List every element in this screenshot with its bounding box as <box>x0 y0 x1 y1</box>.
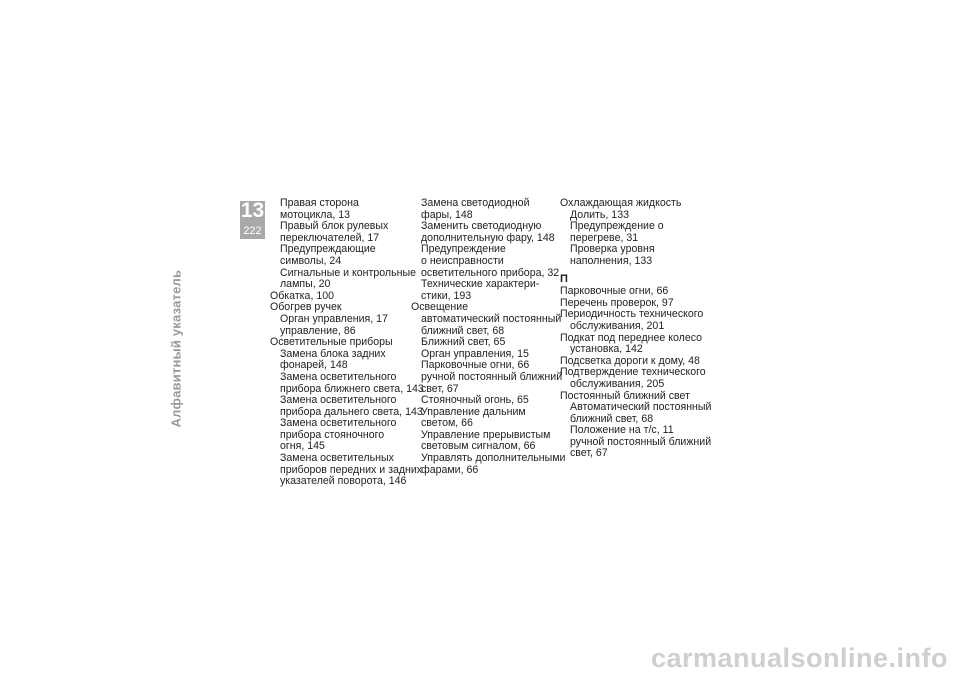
index-entry: фарами, 66 <box>421 463 479 476</box>
index-entry: Периодичность технического <box>560 308 704 321</box>
index-entry: ближний свет, 68 <box>570 412 654 425</box>
index-entry: Проверка уровня <box>570 243 655 256</box>
index-entry: символы, 24 <box>280 254 342 267</box>
index-entry: Подкат под переднее колесо <box>560 331 703 344</box>
index-entry: Долить, 133 <box>570 208 629 221</box>
index-letter-p: П <box>560 272 568 285</box>
index-entry: Автоматический постоянный <box>570 401 712 414</box>
index-entry: ручной постоянный ближний <box>421 370 563 383</box>
index-entry: автоматический постоянный <box>421 312 562 325</box>
index-entry: фары, 148 <box>421 208 473 221</box>
index-entry: прибора стояночного <box>280 428 385 441</box>
chapter-number: 13 <box>240 199 265 222</box>
index-entry: Сигнальные и контрольные <box>280 266 416 279</box>
page-number: 222 <box>243 225 262 237</box>
index-entry: указателей поворота, 146 <box>280 475 407 488</box>
index-entry: переключателей, 17 <box>280 231 380 244</box>
index-entry: Орган управления, 15 <box>421 347 529 360</box>
index-entry: о неисправности <box>421 254 504 267</box>
index-column-3 <box>560 198 710 460</box>
side-title: Алфавитный указатель <box>168 269 184 428</box>
index-entry: Замена светодиодной <box>421 197 530 209</box>
index-entry: Осветительные приборы <box>270 336 393 349</box>
index-entry: Подсветка дороги к дому, 48 <box>560 354 700 367</box>
index-entry: наполнения, 133 <box>570 254 653 267</box>
index-group-p <box>560 286 710 460</box>
index-entry: Заменить светодиодную <box>421 220 542 233</box>
index-entry: Обогрев ручек <box>270 301 342 314</box>
index-entry: приборов передних и задних <box>280 463 423 476</box>
index-entry: Замена блока задних <box>280 347 386 360</box>
index-entry: Замена осветительных <box>280 452 394 465</box>
index-entry: Освещение <box>411 301 469 314</box>
index-entry: мотоцикла, 13 <box>280 208 351 221</box>
index-entry: Правая сторона <box>280 197 359 209</box>
index-entry: Замена осветительного <box>280 394 397 407</box>
index-entry: перегреве, 31 <box>570 231 639 244</box>
index-entry: Парковочные огни, 66 <box>560 285 669 298</box>
index-entry: прибора ближнего света, 143 <box>280 382 424 395</box>
index-entry: Управление дальним <box>421 405 526 418</box>
index-entry: фонарей, 148 <box>280 359 348 372</box>
watermark: carmanualsonline.info <box>650 643 948 673</box>
index-entry: Стояночный огонь, 65 <box>421 394 529 407</box>
index-entry: дополнительную фару, 148 <box>421 231 555 244</box>
index-column-1 <box>270 197 424 488</box>
index-entry: Обкатка, 100 <box>270 289 335 302</box>
index-entry: Положение на т/с, 11 <box>570 424 674 437</box>
index-group-o <box>560 198 710 268</box>
index-entry: ближний свет, 68 <box>421 324 505 337</box>
index-entry: осветительного прибора, 32 <box>421 266 560 279</box>
index-entry: Постоянный ближний свет <box>560 389 690 402</box>
index-entry: Управлять дополнительными <box>421 452 566 465</box>
index-column-2 <box>411 197 566 476</box>
index-entry: Технические характери- <box>421 278 540 291</box>
index-entry: свет, 67 <box>570 447 608 460</box>
index-entry: обслуживания, 205 <box>570 377 665 390</box>
index-entry: Охлаждающая жидкость <box>560 197 682 209</box>
index-entry: светом, 66 <box>421 417 473 430</box>
index-entry: Предупреждающие <box>280 243 376 256</box>
index-entry: Ближний свет, 65 <box>421 336 506 349</box>
index-entry: Замена осветительного <box>280 417 397 430</box>
index-entry: Управление прерывистым <box>421 428 551 441</box>
index-entry: обслуживания, 201 <box>570 319 665 332</box>
index-entry: управление, 86 <box>280 324 356 337</box>
index-entry: стики, 193 <box>421 289 472 302</box>
index-entry: световым сигналом, 66 <box>421 440 536 453</box>
index-entry: лампы, 20 <box>280 278 331 291</box>
index-entry: Замена осветительного <box>280 370 397 383</box>
index-entry: Орган управления, 17 <box>280 312 388 325</box>
index-entry: ручной постоянный ближний <box>570 435 712 448</box>
index-entry: Подтверждение технического <box>560 366 706 379</box>
index-entry: свет, 67 <box>421 382 459 395</box>
index-entry: Парковочные огни, 66 <box>421 359 530 372</box>
index-entry: прибора дальнего света, 143 <box>280 405 423 418</box>
index-entry: огня, 145 <box>280 440 325 453</box>
index-entry: Предупреждение о <box>570 220 664 233</box>
index-entry: Правый блок рулевых <box>280 220 389 233</box>
index-entry: установка, 142 <box>570 343 643 356</box>
index-entry: Перечень проверок, 97 <box>560 296 674 309</box>
index-entry: Предупреждение <box>421 243 506 256</box>
